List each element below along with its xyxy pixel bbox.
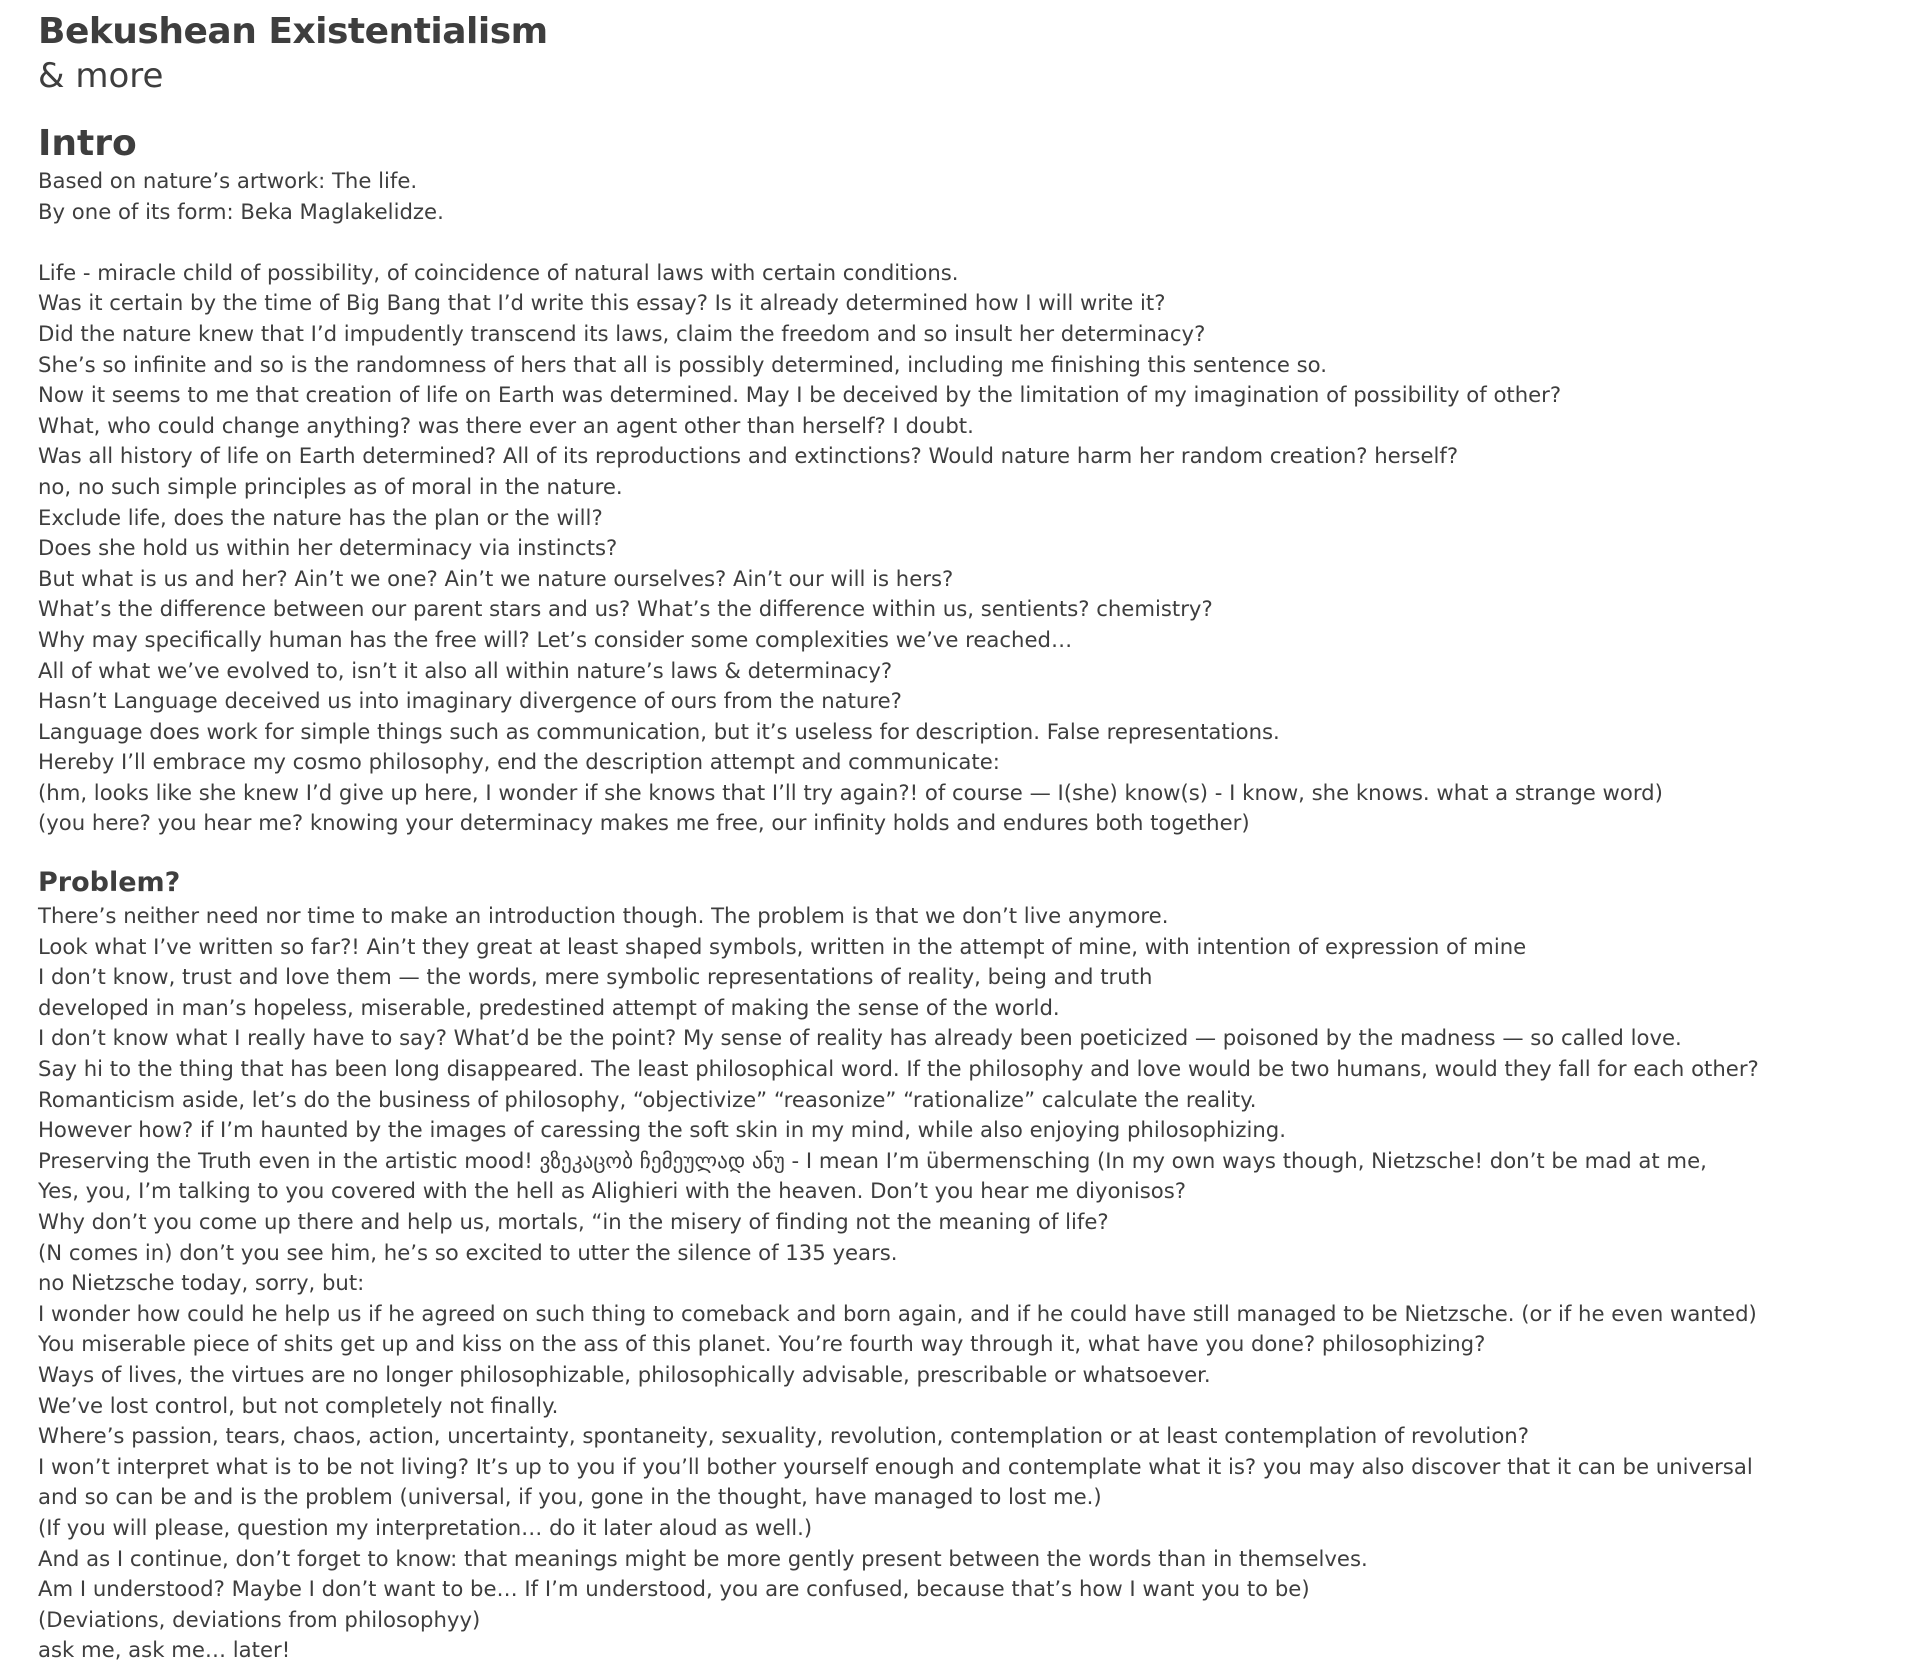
text-line: Ways of lives, the virtues are no longer philosophizable, philosophically advisable, prescribable or whatsoever. (38, 1361, 1211, 1387)
text-line: Life - miracle child of possibility, of coincidence of natural laws with certain conditions. (38, 259, 959, 285)
problem-body (38, 901, 1882, 1666)
text-line: All of what we’ve evolved to, isn’t it also all within nature’s laws & determinacy? (38, 657, 893, 683)
text-line: She’s so infinite and so is the randomness of hers that all is possibly determined, including me finishing this sentence so. (38, 351, 1327, 377)
text-line: Preserving the Truth even in the artistic mood! ვზეკაცობ ჩემეულად ანუ - I mean I’m übermensching (In my own ways though, Nietzsche! don’t be mad at me, (38, 1147, 1707, 1173)
text-line: developed in man’s hopeless, miserable, predestined attempt of making the sense of the world. (38, 994, 1060, 1020)
text-line: (you here? you hear me? knowing your determinacy makes me free, our infinity holds and endures both together) (38, 810, 1250, 836)
intro-heading: Intro (38, 123, 137, 164)
text-line: However how? if I’m haunted by the images of caressing the soft skin in my mind, while also enjoying philosophizing. (38, 1117, 1286, 1143)
text-line: (Deviations, deviations from philosophyy) (38, 1606, 481, 1632)
byline-line: Based on nature’s artwork: The life. (38, 168, 418, 193)
text-line: I won’t interpret what is to be not living? It’s up to you if you’ll bother yourself enough and contemplate what it is? you may also discover that it can be universal (38, 1453, 1753, 1479)
text-line: You miserable piece of shits get up and kiss on the ass of this planet. You’re fourth way through it, what have you done? philosophizing? (38, 1331, 1486, 1357)
text-line: I wonder how could he help us if he agreed on such thing to comeback and born again, and if he could have still managed to be Nietzsche. (or if he even wanted) (38, 1300, 1757, 1326)
text-line: Did the nature knew that I’d impudently transcend its laws, claim the freedom and so insult her determinacy? (38, 320, 1206, 346)
byline-line: By one of its form: Beka Maglakelidze. (38, 198, 444, 224)
document-title: Bekushean Existentialism (38, 11, 548, 52)
text-line: (If you will please, question my interpretation… do it later aloud as well.) (38, 1514, 813, 1540)
document-subtitle: & more (38, 56, 164, 96)
text-line: Say hi to the thing that has been long disappeared. The least philosophical word. If the philosophy and love would be two humans, would they fall for each other? (38, 1056, 1759, 1082)
text-line: Exclude life, does the nature has the plan or the will? (38, 504, 603, 530)
text-line: Yes, you, I’m talking to you covered with the hell as Alighieri with the heaven. Don’t you hear me diyonisos? (38, 1178, 1187, 1204)
text-line: Hereby I’ll embrace my cosmo philosophy, end the description attempt and communicate: (38, 749, 1000, 775)
text-line: And as I continue, don’t forget to know: that meanings might be more gently present between the words than in themselves. (38, 1545, 1368, 1571)
text-line: I don’t know, trust and love them — the words, mere symbolic representations of reality, being and truth (38, 964, 1153, 990)
text-line: ask me, ask me… later! (38, 1637, 291, 1663)
text-line: Was it certain by the time of Big Bang that I’d write this essay? Is it already determined how I will write it? (38, 290, 1166, 316)
section-gap (38, 839, 1882, 865)
text-line: What, who could change anything? was there ever an agent other than herself? I doubt. (38, 412, 974, 438)
text-line: What’s the difference between our parent stars and us? What’s the difference within us, sentients? chemistry? (38, 596, 1213, 622)
text-line: Was all history of life on Earth determined? All of its reproductions and extinctions? Would nature harm her random creation? herself? (38, 443, 1459, 469)
text-line: But what is us and her? Ain’t we one? Ain’t we nature ourselves? Ain’t our will is hers? (38, 565, 954, 591)
text-line: and so can be and is the problem (universal, if you, gone in the thought, have managed to lost me.) (38, 1484, 1102, 1510)
intro-section (38, 122, 1882, 839)
text-line: I don’t know what I really have to say? What’d be the point? My sense of reality has already been poeticized — poisoned by the madness — so called love. (38, 1025, 1682, 1051)
text-line: Where’s passion, tears, chaos, action, uncertainty, spontaneity, sexuality, revolution, contemplation or at least contemplation of revolution? (38, 1423, 1529, 1449)
text-line: Now it seems to me that creation of life on Earth was determined. May I be deceived by the limitation of my imagination of possibility of other? (38, 382, 1562, 408)
text-line: We’ve lost control, but not completely not finally. (38, 1392, 559, 1418)
text-line: Hasn’t Language deceived us into imaginary divergence of ours from the nature? (38, 688, 902, 714)
problem-heading: Problem? (38, 867, 181, 899)
text-line: Why don’t you come up there and help us, mortals, “in the misery of finding not the meaning of life? (38, 1209, 1109, 1234)
text-line: Language does work for simple things such as communication, but it’s useless for description. False representations. (38, 718, 1280, 744)
text-line: There’s neither need nor time to make an introduction though. The problem is that we don’t live anymore. (38, 903, 1169, 929)
text-line: Am I understood? Maybe I don’t want to be… If I’m understood, you are confused, because that’s how I want you to be) (38, 1576, 1310, 1602)
text-line: no, no such simple principles as of moral in the nature. (38, 473, 623, 499)
text-line: (N comes in) don’t you see him, he’s so excited to utter the silence of 135 years. (38, 1239, 898, 1265)
intro-byline (38, 166, 1882, 227)
problem-section (38, 865, 1882, 1666)
text-line: Look what I’ve written so far?! Ain’t they great at least shaped symbols, written in the attempt of mine, with intention of expression of mine (38, 933, 1527, 959)
text-line: (hm, looks like she knew I’d give up here, I wonder if she knows that I’ll try again?! of course — I(she) know(s) - I know, she knows. what a strange word) (38, 779, 1663, 805)
intro-body (38, 258, 1882, 839)
paragraph-gap (38, 227, 1882, 258)
text-line: Why may specifically human has the free will? Let’s consider some complexities we’ve reached… (38, 626, 1073, 652)
text-line: Romanticism aside, let’s do the business of philosophy, “objectivize” “reasonize” “rationalize” calculate the reality. (38, 1086, 1257, 1112)
text-line: Does she hold us within her determinacy via instincts? (38, 535, 618, 561)
text-line: no Nietzsche today, sorry, but: (38, 1270, 365, 1296)
